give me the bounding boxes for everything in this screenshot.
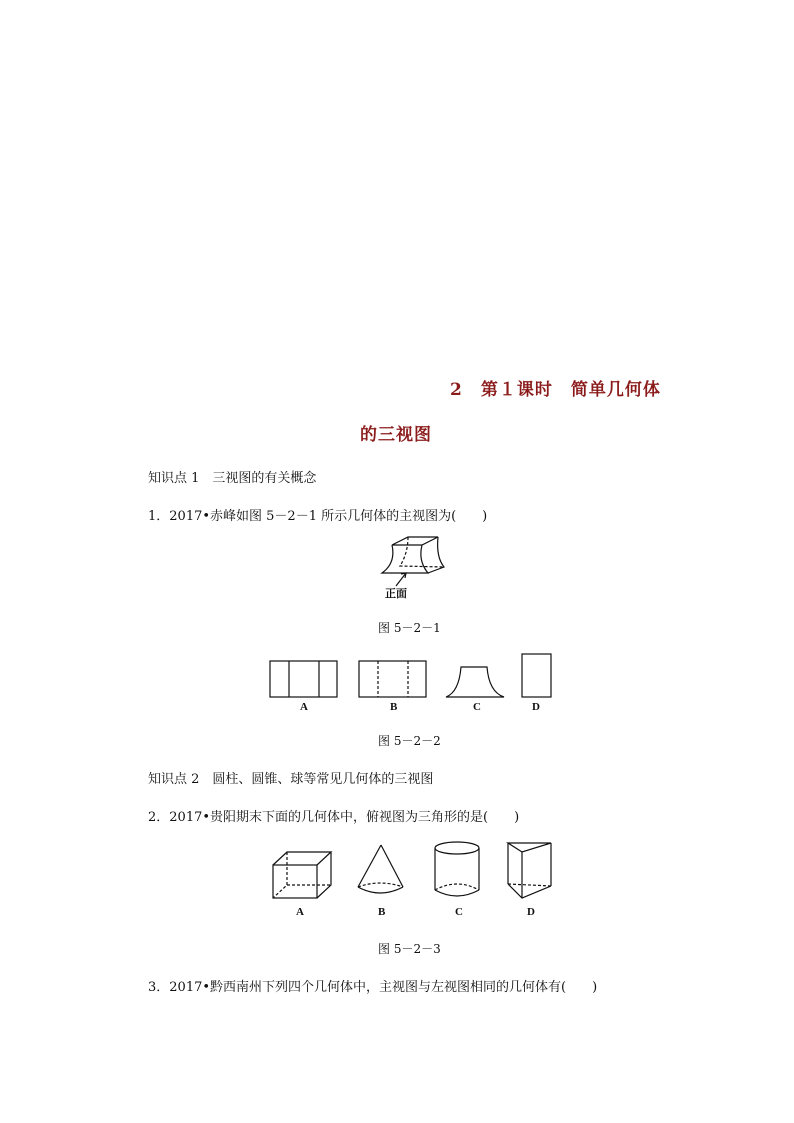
question-3-text: 3．2017•黔西南州下列四个几何体中，主视图与左视图相同的几何体有( ) [148,980,598,995]
question-1-text: 1．2017•赤峰如图 5－2－1 所示几何体的主视图为( ) [148,509,488,524]
option-c-label: C [473,701,481,713]
lesson-title-line1: 2 第１课时 简单几何体 [450,380,661,400]
cube-icon [272,850,334,902]
front-label: 正面 [385,587,407,600]
solid-a-label: A [296,906,304,918]
solid-d-label: D [527,906,535,918]
option-a-label: A [300,701,308,713]
cylinder-icon [433,840,483,900]
section1-heading: 知识点 1 三视图的有关概念 [148,471,317,486]
solid-c-label: C [455,906,463,918]
option-d-label: D [532,701,540,713]
option-d-shape [521,653,553,699]
triangular-prism-icon [506,840,554,902]
solid-b-label: B [378,906,386,918]
figure-5-2-1-caption: 图 5－2－1 [378,621,441,635]
option-a-shape [269,660,339,700]
option-b-shape [358,660,428,700]
lesson-title-line2: 的三视图 [360,425,432,445]
section2-heading: 知识点 2 圆柱、圆锥、球等常见几何体的三视图 [148,772,434,787]
option-c-shape [445,664,510,704]
option-b-label: B [390,701,398,713]
cone-icon [356,843,406,899]
figure-5-2-2-caption: 图 5－2－2 [378,734,441,748]
question-2-text: 2．2017•贵阳期末下面的几何体中，俯视图为三角形的是( ) [148,810,520,825]
figure-5-2-3-caption: 图 5－2－3 [378,942,441,956]
